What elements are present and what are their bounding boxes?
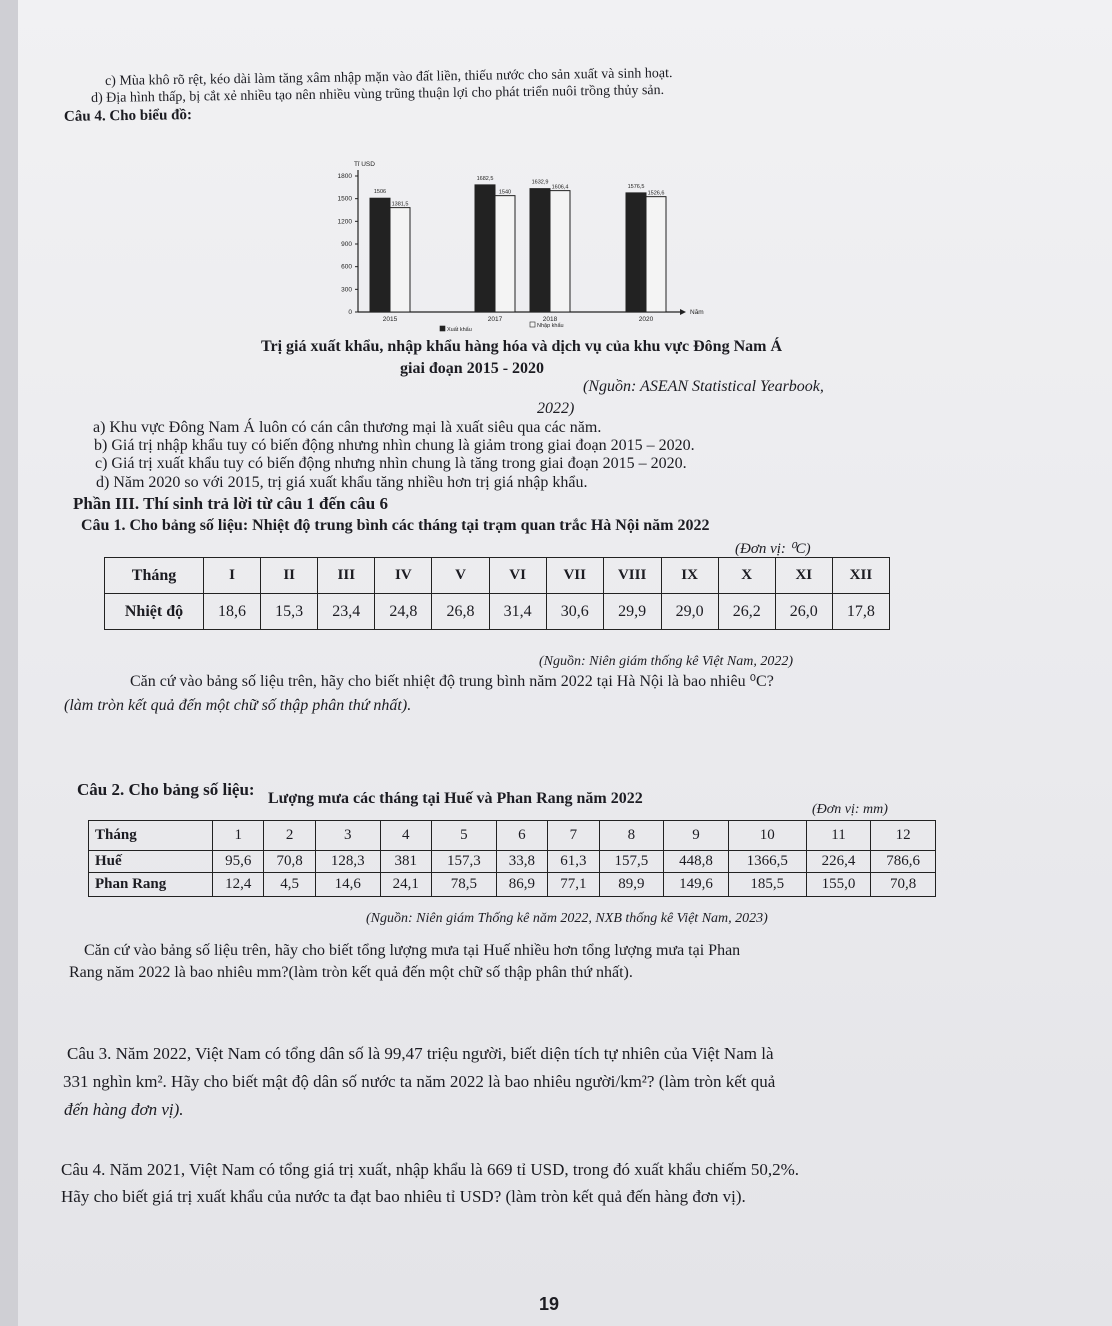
table-cell: 157,3 bbox=[432, 851, 497, 873]
table-cell: 29,0 bbox=[661, 594, 718, 630]
y-tick-label: 1500 bbox=[337, 195, 352, 203]
c2-question-line2: Rang năm 2022 là bao nhiêu mm?(làm tròn kết quả đến một chữ số thập phân thứ nhất). bbox=[69, 964, 633, 981]
table-cell: Huế bbox=[89, 851, 213, 873]
chart-svg bbox=[300, 160, 720, 340]
bar-export bbox=[626, 193, 646, 312]
category-label: 2020 bbox=[638, 316, 654, 323]
category-label: 2018 bbox=[542, 316, 558, 323]
option-d-top: d) Địa hình thấp, bị cắt xẻ nhiều tạo nên nhiều vùng trũng thuận lợi cho phát triển nuôi trồng thủy sản. bbox=[90, 82, 665, 107]
table-cell: 30,6 bbox=[546, 594, 603, 630]
table-row bbox=[105, 594, 890, 630]
table-cell: 29,9 bbox=[603, 594, 661, 630]
c2-question-line1: Căn cứ vào bảng số liệu trên, hãy cho biết tổng lượng mưa tại Huế nhiều hơn tổng lượng mưa tại Phan bbox=[84, 942, 741, 959]
table-cell: 157,5 bbox=[599, 851, 664, 873]
table-cell: 2 bbox=[264, 821, 315, 851]
data-label: 1526,6 bbox=[647, 190, 665, 197]
rainfall-table bbox=[88, 820, 936, 897]
q4-option-a: a) Khu vực Đông Nam Á luôn có cán cân thương mại là xuất siêu qua các năm. bbox=[93, 419, 602, 436]
table-cell: 786,6 bbox=[871, 851, 936, 873]
table-cell: 6 bbox=[496, 821, 547, 851]
table-cell: 1 bbox=[213, 821, 264, 851]
q4-option-b: b) Giá trị nhập khẩu tuy có biến động nhưng nhìn chung là giảm trong giai đoạn 2015 – 2020. bbox=[94, 437, 695, 454]
table-cell: 4 bbox=[380, 821, 431, 851]
table-cell: IV bbox=[375, 558, 432, 594]
table-cell: III bbox=[318, 558, 375, 594]
table-cell: 155,0 bbox=[806, 873, 871, 897]
table-row bbox=[89, 873, 936, 897]
y-tick-label: 0 bbox=[348, 309, 352, 316]
c3-line1: Câu 3. Năm 2022, Việt Nam có tổng dân số là 99,47 triệu người, biết diện tích tự nhiên của Việt Nam là bbox=[67, 1044, 774, 1063]
bar-import bbox=[495, 196, 515, 312]
y-axis-title: Tỉ USD bbox=[354, 161, 375, 168]
table-cell: 14,6 bbox=[315, 873, 380, 897]
y-tick-label: 600 bbox=[341, 263, 352, 271]
data-label: 1682,5 bbox=[476, 175, 494, 182]
table-cell: 128,3 bbox=[315, 851, 380, 873]
table-cell: 89,9 bbox=[599, 873, 664, 897]
c2-table-title: Lượng mưa các tháng tại Huế và Phan Rang năm 2022 bbox=[268, 790, 643, 807]
bar-import bbox=[550, 191, 570, 312]
data-label: 1606,4 bbox=[551, 184, 569, 191]
table-row bbox=[89, 851, 936, 873]
bar-import bbox=[646, 197, 666, 312]
y-tick-label: 300 bbox=[341, 286, 352, 294]
part3-heading: Phần III. Thí sinh trả lời từ câu 1 đến câu 6 bbox=[73, 494, 388, 513]
c2-intro: Câu 2. Cho bảng số liệu: bbox=[77, 780, 255, 799]
c4b-line2: Hãy cho biết giá trị xuất khẩu của nước ta đạt bao nhiêu tỉ USD? (làm tròn kết quả đến hàng đơn vị). bbox=[61, 1187, 746, 1206]
legend-swatch-export bbox=[440, 326, 445, 331]
table-cell: 7 bbox=[548, 821, 599, 851]
table-cell: V bbox=[432, 558, 489, 594]
c4b-line1: Câu 4. Năm 2021, Việt Nam có tổng giá trị xuất, nhập khẩu là 669 tỉ USD, trong đó xuất khẩu chiếm 50,2%. bbox=[61, 1160, 800, 1179]
chart-source-year: 2022) bbox=[537, 400, 575, 417]
table-cell: Tháng bbox=[105, 558, 204, 594]
x-axis-title: Năm bbox=[690, 309, 704, 316]
table-cell: 5 bbox=[432, 821, 497, 851]
table-cell: 8 bbox=[599, 821, 664, 851]
table-cell: 10 bbox=[728, 821, 806, 851]
data-label: 1632,9 bbox=[531, 179, 549, 186]
chart-subtitle: giai đoạn 2015 - 2020 bbox=[400, 360, 545, 377]
table-cell: 3 bbox=[315, 821, 380, 851]
c3-line3: đến hàng đơn vị). bbox=[64, 1100, 184, 1119]
chart-title: Trị giá xuất khẩu, nhập khẩu hàng hóa và dịch vụ của khu vực Đông Nam Á bbox=[261, 338, 783, 355]
c2-unit: (Đơn vị: mm) bbox=[812, 802, 888, 817]
q4-option-d: d) Năm 2020 so với 2015, trị giá xuất khẩu tăng nhiều hơn trị giá nhập khẩu. bbox=[96, 474, 588, 491]
table-cell: 70,8 bbox=[871, 873, 936, 897]
option-c-top: c) Mùa khô rõ rệt, kéo dài làm tăng xâm nhập mặn vào đất liền, thiếu nước cho sản xuất và sinh hoạt. bbox=[104, 66, 673, 89]
data-label: 1381,5 bbox=[391, 201, 409, 208]
table-cell: VII bbox=[546, 558, 603, 594]
y-tick-label: 1800 bbox=[337, 173, 352, 180]
table-header-row bbox=[105, 558, 890, 594]
bar-chart bbox=[300, 160, 720, 340]
c3-line2: 331 nghìn km². Hãy cho biết mật độ dân số nước ta năm 2022 là bao nhiêu người/km²? (làm tròn kết quả bbox=[63, 1072, 776, 1091]
table-cell: 26,8 bbox=[432, 594, 489, 630]
data-label: 1576,5 bbox=[627, 183, 645, 190]
q4-option-c: c) Giá trị xuất khẩu tuy có biến động nhưng nhìn chung là tăng trong giai đoạn 2015 – 2020. bbox=[95, 455, 687, 472]
table-cell: I bbox=[204, 558, 261, 594]
data-label: 1506 bbox=[373, 189, 387, 196]
c1-source: (Nguồn: Niên giám thống kê Việt Nam, 2022) bbox=[539, 654, 794, 669]
table-cell: 381 bbox=[380, 851, 431, 873]
x-axis-arrow bbox=[680, 309, 686, 315]
table-cell: 78,5 bbox=[432, 873, 497, 897]
table-cell: 4,5 bbox=[264, 873, 315, 897]
table-cell: 77,1 bbox=[548, 873, 599, 897]
legend-label-import: Nhập khẩu bbox=[537, 323, 564, 329]
bar-export bbox=[475, 185, 495, 312]
table-cell: 11 bbox=[806, 821, 871, 851]
table-cell: VIII bbox=[603, 558, 661, 594]
table-cell: XII bbox=[832, 558, 889, 594]
legend-label-export: Xuất khẩu bbox=[447, 327, 472, 333]
table-cell: 448,8 bbox=[664, 851, 729, 873]
table-cell: II bbox=[261, 558, 318, 594]
bar-import bbox=[390, 208, 410, 312]
data-label: 1540 bbox=[498, 189, 512, 196]
bar-export bbox=[530, 189, 550, 312]
table-cell: X bbox=[718, 558, 775, 594]
table-cell: 12 bbox=[871, 821, 936, 851]
table-cell: Phan Rang bbox=[89, 873, 213, 897]
category-label: 2015 bbox=[382, 316, 398, 323]
table-cell: 185,5 bbox=[728, 873, 806, 897]
table-cell: IX bbox=[661, 558, 718, 594]
chart-source: (Nguồn: ASEAN Statistical Yearbook, bbox=[583, 378, 824, 395]
chart-marks bbox=[370, 176, 666, 323]
table-cell: 149,6 bbox=[664, 873, 729, 897]
c2-source: (Nguồn: Niên giám Thống kê năm 2022, NXB thống kê Việt Nam, 2023) bbox=[366, 911, 768, 926]
page-number: 19 bbox=[539, 1294, 560, 1314]
table-cell: 24,8 bbox=[375, 594, 432, 630]
y-tick-label: 900 bbox=[341, 241, 352, 248]
table-cell: 31,4 bbox=[489, 594, 546, 630]
table-header-row bbox=[89, 821, 936, 851]
table-cell: 24,1 bbox=[380, 873, 431, 897]
table-cell: 26,2 bbox=[718, 594, 775, 630]
table-cell: 18,6 bbox=[204, 594, 261, 630]
legend-swatch-import bbox=[530, 322, 535, 327]
c1-note: (làm tròn kết quả đến một chữ số thập phân thứ nhất). bbox=[64, 697, 412, 714]
table-cell: XI bbox=[775, 558, 832, 594]
table-cell: 17,8 bbox=[832, 594, 889, 630]
category-label: 2017 bbox=[487, 316, 503, 323]
table-cell: 9 bbox=[664, 821, 729, 851]
table-cell: VI bbox=[489, 558, 546, 594]
table-cell: 15,3 bbox=[261, 594, 318, 630]
c1-title: Câu 1. Cho bảng số liệu: Nhiệt độ trung bình các tháng tại trạm quan trắc Hà Nội năm 2022 bbox=[81, 517, 710, 534]
table-cell: 26,0 bbox=[775, 594, 832, 630]
temperature-table bbox=[104, 557, 890, 630]
table-cell: 226,4 bbox=[806, 851, 871, 873]
table-cell: 23,4 bbox=[318, 594, 375, 630]
table-cell: 70,8 bbox=[264, 851, 315, 873]
table-cell: 33,8 bbox=[496, 851, 547, 873]
question-4-label: Câu 4. Cho biểu đồ: bbox=[63, 107, 193, 125]
bar-export bbox=[370, 198, 390, 312]
y-tick-label: 1200 bbox=[337, 218, 352, 226]
table-cell: 86,9 bbox=[496, 873, 547, 897]
c1-unit: (Đơn vị: ⁰C) bbox=[735, 541, 811, 557]
table-cell: 61,3 bbox=[548, 851, 599, 873]
table-cell: 1366,5 bbox=[728, 851, 806, 873]
table-cell: Tháng bbox=[89, 821, 213, 851]
table-cell: 95,6 bbox=[213, 851, 264, 873]
c1-question: Căn cứ vào bảng số liệu trên, hãy cho biết nhiệt độ trung bình năm 2022 tại Hà Nội là bao nhiêu ⁰C? bbox=[130, 673, 774, 690]
table-cell: 12,4 bbox=[213, 873, 264, 897]
table-cell: Nhiệt độ bbox=[105, 594, 204, 630]
